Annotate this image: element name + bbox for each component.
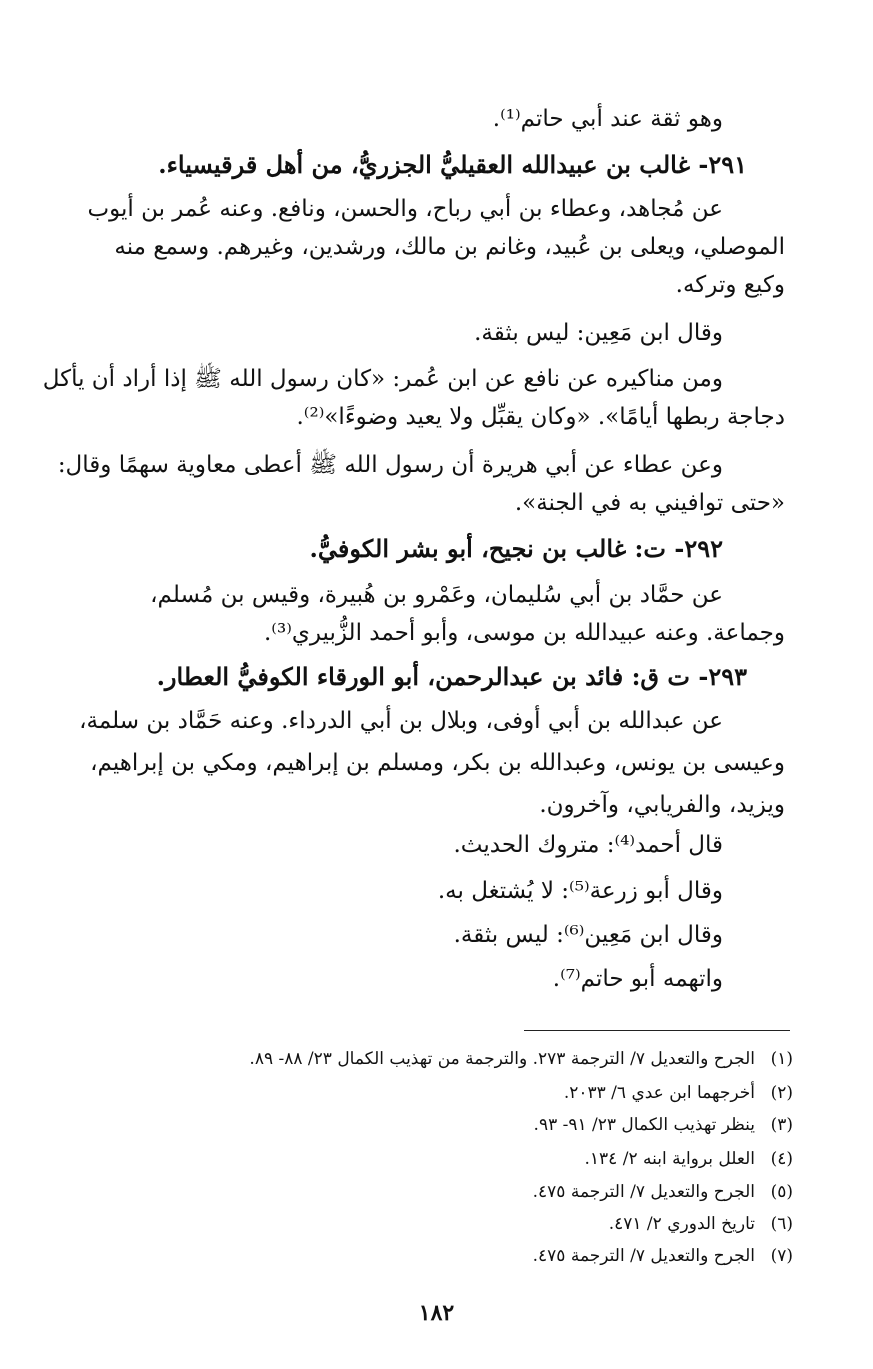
text-line: وقال أبو زرعة⁽⁵⁾: لا يُشتغل به.: [437, 878, 723, 904]
text-line: وجماعة. وعنه عبيدالله بن موسى، وأبو أحمد الزُّبيري⁽³⁾.: [263, 620, 785, 646]
text-line: «حتى توافيني به في الجنة».: [514, 490, 785, 516]
footnote-1: [60, 1047, 793, 1072]
text-line: ومن مناكيره عن نافع عن ابن عُمر: «كان رسول الله ﷺ إذا أراد أن يأكل: [42, 366, 723, 392]
footnote-7: [60, 1244, 793, 1269]
entry-heading-292: ٢٩٢- ت: غالب بن نجيح، أبو بشر الكوفيُّ.: [309, 534, 723, 563]
footnote-4: [60, 1147, 793, 1172]
footnote-text: العلل برواية ابنه ٢/ ١٣٤.: [584, 1149, 755, 1169]
footnote-number: (٦): [770, 1214, 793, 1234]
footnote-number: (٣): [770, 1115, 793, 1135]
entry-heading-293: ٢٩٣- ت ق: فائد بن عبدالرحمن، أبو الورقاء الكوفيُّ العطار.: [156, 662, 747, 691]
footnote-text: الجرح والتعديل ٧/ الترجمة ٢٧٣. والترجمة من تهذيب الكمال ٢٣/ ٨٨- ٨٩.: [249, 1049, 755, 1069]
text-line: عن عبدالله بن أبي أوفى، وبلال بن أبي الدرداء. وعنه حَمَّاد بن سلمة،: [79, 708, 723, 734]
footnote-number: (٤): [770, 1149, 793, 1169]
text-line: وهو ثقة عند أبي حاتم⁽¹⁾.: [492, 106, 723, 132]
text-line: قال أحمد⁽⁴⁾: متروك الحديث.: [453, 832, 723, 858]
entry-heading-291: ٢٩١- غالب بن عبيدالله العقيليُّ الجزريُّ، من أهل قرقيسياء.: [158, 150, 747, 179]
footnote-6: [60, 1212, 793, 1237]
footnote-text: أخرجهما ابن عدي ٦/ ٢٠٣٣.: [563, 1083, 755, 1103]
text-line: واتهمه أبو حاتم⁽⁷⁾.: [552, 966, 723, 992]
text-line: عن مُجاهد، وعطاء بن أبي رباح، والحسن، ونافع. وعنه عُمر بن أيوب: [87, 196, 723, 222]
text-line: وعيسى بن يونس، وعبدالله بن بكر، ومسلم بن إبراهيم، ومكي بن إبراهيم،: [90, 750, 785, 776]
footnote-number: (٧): [770, 1246, 793, 1266]
footnote-text: ينظر تهذيب الكمال ٢٣/ ٩١- ٩٣.: [533, 1115, 755, 1135]
text-line: دجاجة ربطها أيامًا». «وكان يقبِّل ولا يعيد وضوءًا»⁽²⁾.: [296, 404, 785, 430]
footnote-text: الجرح والتعديل ٧/ الترجمة ٤٧٥.: [532, 1182, 755, 1202]
footnote-divider: [524, 1030, 790, 1031]
text-line: وعن عطاء عن أبي هريرة أن رسول الله ﷺ أعطى معاوية سهمًا وقال:: [57, 452, 723, 478]
text-line: وقال ابن مَعِين: ليس بثقة.: [474, 320, 723, 346]
footnote-number: (٢): [770, 1083, 793, 1103]
text-line: عن حمَّاد بن أبي سُليمان، وعَمْرو بن هُبيرة، وقيس بن مُسلم،: [150, 582, 723, 608]
footnote-2: [60, 1081, 793, 1106]
text-line: وكيع وتركه.: [675, 272, 785, 298]
footnote-number: (١): [770, 1049, 793, 1069]
footnote-text: تاريخ الدوري ٢/ ٤٧١.: [608, 1214, 755, 1234]
footnote-text: الجرح والتعديل ٧/ الترجمة ٤٧٥.: [532, 1246, 755, 1266]
text-line: الموصلي، ويعلى بن عُبيد، وغانم بن مالك، ورشدين، وغيرهم. وسمع منه: [114, 234, 785, 260]
page-number: ١٨٢: [418, 1300, 455, 1326]
text-line: ويزيد، والفريابي، وآخرون.: [539, 792, 785, 818]
footnote-number: (٥): [770, 1182, 793, 1202]
footnote-5: [60, 1180, 793, 1205]
text-line: وقال ابن مَعِين⁽⁶⁾: ليس بثقة.: [453, 922, 723, 948]
footnote-3: [60, 1113, 793, 1138]
